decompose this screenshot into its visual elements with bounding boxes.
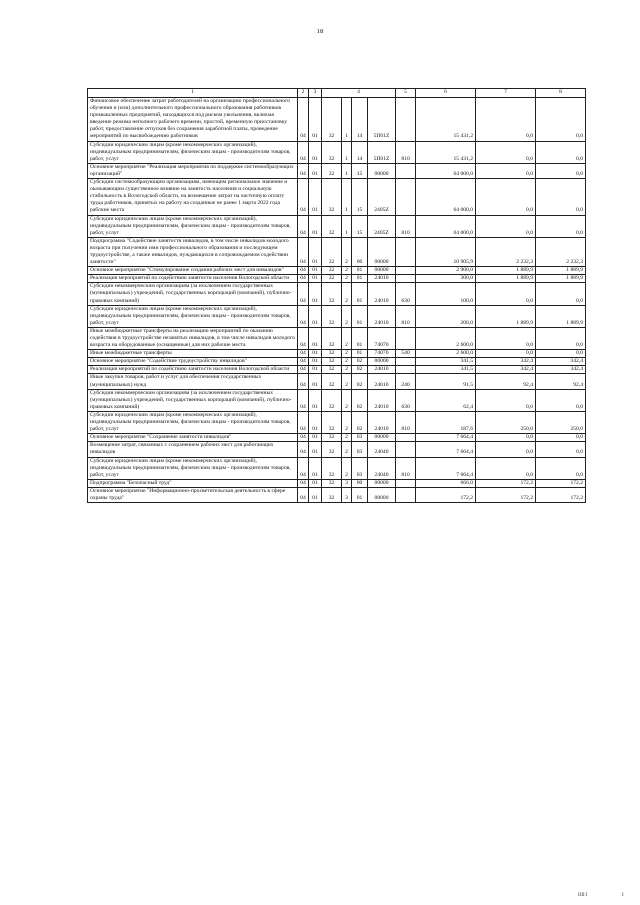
amount-col6: 15 431,2 bbox=[416, 98, 476, 142]
section-code: 04 bbox=[298, 358, 309, 366]
direction-code: 24010 bbox=[368, 283, 396, 305]
row-name: Основное мероприятие "Сохранение занятости инвалидов" bbox=[88, 434, 298, 442]
expense-type-code: 240 bbox=[396, 374, 416, 389]
program-code: 32 bbox=[322, 479, 342, 487]
event-code: 01 bbox=[352, 275, 368, 283]
subprogram-code: 3 bbox=[342, 487, 352, 502]
event-code: 01 bbox=[352, 283, 368, 305]
expense-type-code: 630 bbox=[396, 283, 416, 305]
section-code: 04 bbox=[298, 163, 309, 178]
amount-col8: 250,0 bbox=[536, 411, 586, 433]
event-code: 03 bbox=[352, 434, 368, 442]
direction-code: 00000 bbox=[368, 358, 396, 366]
table-row bbox=[88, 389, 586, 411]
program-code: 32 bbox=[322, 434, 342, 442]
table-row bbox=[88, 267, 586, 275]
event-code: 02 bbox=[352, 389, 368, 411]
expense-type-code bbox=[396, 442, 416, 457]
expense-type-code bbox=[396, 275, 416, 283]
section-code: 04 bbox=[298, 366, 309, 374]
row-name: Субсидии некоммерческим организациям (за исключением государственных (муниципальных) учреждений, государственных корпораций (компаний), публично-правовых компаний) bbox=[88, 283, 298, 305]
row-name: Основное мероприятие "Содействие трудоустройству инвалидов" bbox=[88, 358, 298, 366]
amount-col7: 342,4 bbox=[476, 366, 536, 374]
amount-col8: 0,0 bbox=[536, 457, 586, 479]
row-name: Субсидии юридическим лицам (кроме некоммерческих организаций), индивидуальным предпринимателям, физическим лицам - производителям товаров, работ, услуг bbox=[88, 411, 298, 433]
row-name: Субсидии юридическим лицам (кроме некоммерческих организаций), индивидуальным предпринимателям, физическим лицам - производителям товаров, работ, услуг bbox=[88, 457, 298, 479]
event-code: 00 bbox=[352, 237, 368, 266]
event-code: 02 bbox=[352, 411, 368, 433]
header-cell: 4 bbox=[322, 89, 396, 98]
expense-type-code bbox=[396, 366, 416, 374]
header-cell: 1 bbox=[88, 89, 298, 98]
amount-col7: 0,0 bbox=[476, 141, 536, 163]
row-name: Субсидии юридическим лицам (кроме некоммерческих организаций), индивидуальным предпринимателям, физическим лицам - производителям товаров, работ, услуг bbox=[88, 141, 298, 163]
program-code: 32 bbox=[322, 98, 342, 142]
amount-col8: 0,0 bbox=[536, 163, 586, 178]
program-code: 32 bbox=[322, 275, 342, 283]
row-name: Реализация мероприятий по содействию занятости населения Вологодской области bbox=[88, 366, 298, 374]
expense-type-code bbox=[396, 179, 416, 215]
subprogram-code: 2 bbox=[342, 434, 352, 442]
amount-col7: 0,0 bbox=[476, 457, 536, 479]
amount-col7: 0,0 bbox=[476, 283, 536, 305]
program-code: 32 bbox=[322, 179, 342, 215]
subprogram-code: 1 bbox=[342, 141, 352, 163]
amount-col6: 64 000,0 bbox=[416, 179, 476, 215]
subprogram-code: 1 bbox=[342, 215, 352, 237]
subsection-code: 01 bbox=[309, 479, 322, 487]
expense-type-code bbox=[396, 237, 416, 266]
program-code: 32 bbox=[322, 358, 342, 366]
subprogram-code: 2 bbox=[342, 358, 352, 366]
event-code: 15 bbox=[352, 179, 368, 215]
event-code: 14 bbox=[352, 141, 368, 163]
section-code: 04 bbox=[298, 283, 309, 305]
table-row bbox=[88, 366, 586, 374]
amount-col8: 0,0 bbox=[536, 350, 586, 358]
amount-col6: 91,5 bbox=[416, 374, 476, 389]
program-code: 32 bbox=[322, 215, 342, 237]
expense-type-code bbox=[396, 327, 416, 349]
direction-code: 24040 bbox=[368, 457, 396, 479]
amount-col6: 2 600,0 bbox=[416, 350, 476, 358]
program-code: 32 bbox=[322, 411, 342, 433]
program-code: 32 bbox=[322, 305, 342, 327]
subprogram-code: 2 bbox=[342, 350, 352, 358]
row-name: Основное мероприятие "Информационно-просветительская деятельность в сфере охраны труда" bbox=[88, 487, 298, 502]
program-code: 32 bbox=[322, 366, 342, 374]
amount-col8: 0,0 bbox=[536, 283, 586, 305]
direction-code: 24010 bbox=[368, 411, 396, 433]
table-row bbox=[88, 442, 586, 457]
amount-col8: 0,0 bbox=[536, 215, 586, 237]
direction-code: 00000 bbox=[368, 479, 396, 487]
subsection-code: 01 bbox=[309, 179, 322, 215]
amount-col7: 92,4 bbox=[476, 374, 536, 389]
section-code: 04 bbox=[298, 479, 309, 487]
direction-code: 5П01Z bbox=[368, 98, 396, 142]
event-code: 01 bbox=[352, 327, 368, 349]
amount-col6: 7 664,4 bbox=[416, 434, 476, 442]
expense-type-code bbox=[396, 358, 416, 366]
header-cell: 6 bbox=[416, 89, 476, 98]
subsection-code: 01 bbox=[309, 141, 322, 163]
direction-code: 00000 bbox=[368, 237, 396, 266]
subprogram-code: 2 bbox=[342, 411, 352, 433]
direction-code: 24040 bbox=[368, 442, 396, 457]
subprogram-code: 2 bbox=[342, 267, 352, 275]
event-code: 01 bbox=[352, 305, 368, 327]
amount-col6: 300,0 bbox=[416, 275, 476, 283]
subsection-code: 01 bbox=[309, 374, 322, 389]
table-row bbox=[88, 350, 586, 358]
subprogram-code: 1 bbox=[342, 98, 352, 142]
subprogram-code: 2 bbox=[342, 283, 352, 305]
amount-col6: 62,4 bbox=[416, 389, 476, 411]
table-row bbox=[88, 163, 586, 178]
subprogram-code: 1 bbox=[342, 163, 352, 178]
amount-col6: 341,5 bbox=[416, 358, 476, 366]
table-row bbox=[88, 358, 586, 366]
amount-col7: 0,0 bbox=[476, 215, 536, 237]
section-code: 04 bbox=[298, 457, 309, 479]
amount-col7: 1 889,9 bbox=[476, 305, 536, 327]
amount-col8: 172,2 bbox=[536, 487, 586, 502]
table-row bbox=[88, 305, 586, 327]
section-code: 04 bbox=[298, 374, 309, 389]
amount-col8: 0,0 bbox=[536, 179, 586, 215]
expense-type-code: 810 bbox=[396, 141, 416, 163]
expense-type-code: 810 bbox=[396, 305, 416, 327]
expense-type-code: 810 bbox=[396, 215, 416, 237]
table-row bbox=[88, 179, 586, 215]
amount-col6: 200,0 bbox=[416, 305, 476, 327]
section-code: 04 bbox=[298, 434, 309, 442]
subsection-code: 01 bbox=[309, 305, 322, 327]
section-code: 04 bbox=[298, 327, 309, 349]
amount-col6: 172,2 bbox=[416, 487, 476, 502]
program-code: 32 bbox=[322, 327, 342, 349]
row-name: Субсидии юридическим лицам (кроме некоммерческих организаций), индивидуальным предпринимателям, физическим лицам - производителям товаров, работ, услуг bbox=[88, 305, 298, 327]
amount-col7: 0,0 bbox=[476, 179, 536, 215]
subprogram-code: 3 bbox=[342, 479, 352, 487]
expense-type-code bbox=[396, 267, 416, 275]
direction-code: 24010 bbox=[368, 374, 396, 389]
table-row bbox=[88, 237, 586, 266]
row-name: Иные закупки товаров, работ и услуг для обеспечения государственных (муниципальных) нужд bbox=[88, 374, 298, 389]
event-code: 03 bbox=[352, 442, 368, 457]
table-row bbox=[88, 479, 586, 487]
direction-code: 00000 bbox=[368, 267, 396, 275]
expense-type-code: 630 bbox=[396, 389, 416, 411]
header-cell: 2 bbox=[298, 89, 309, 98]
amount-col7: 0,0 bbox=[476, 98, 536, 142]
amount-col8: 342,4 bbox=[536, 358, 586, 366]
row-name: Субсидии некоммерческим организациям (за исключением государственных (муниципальных) учреждений, государственных корпораций (компаний), публично-правовых компаний) bbox=[88, 389, 298, 411]
amount-col8: 2 232,3 bbox=[536, 237, 586, 266]
budget-table bbox=[87, 88, 586, 503]
subsection-code: 01 bbox=[309, 275, 322, 283]
amount-col8: 0,0 bbox=[536, 389, 586, 411]
direction-code: 00000 bbox=[368, 434, 396, 442]
subsection-code: 01 bbox=[309, 350, 322, 358]
table-row bbox=[88, 283, 586, 305]
amount-col8: 0,0 bbox=[536, 98, 586, 142]
event-code: 01 bbox=[352, 487, 368, 502]
subprogram-code: 2 bbox=[342, 237, 352, 266]
amount-col7: 0,0 bbox=[476, 327, 536, 349]
amount-col6: 187,6 bbox=[416, 411, 476, 433]
row-name: Финансовое обеспечение затрат работодателей на организацию профессионального обучения и (или) дополнительного профессионального образования работников промышленных предприятий, находящихся под риском увольнения, включая введение режима неполного рабочего времени, простой, временную приостановку работ, предоставление отпусков без сохранения заработной платы, проведение мероприятий по высвобождению работников bbox=[88, 98, 298, 142]
expense-type-code bbox=[396, 479, 416, 487]
subprogram-code: 2 bbox=[342, 305, 352, 327]
direction-code: 24010 bbox=[368, 366, 396, 374]
amount-col8: 0,0 bbox=[536, 434, 586, 442]
table-row bbox=[88, 434, 586, 442]
amount-col6: 341,5 bbox=[416, 366, 476, 374]
table-row bbox=[88, 275, 586, 283]
amount-col8: 0,0 bbox=[536, 327, 586, 349]
header-cell: 5 bbox=[396, 89, 416, 98]
footer-mark: I bbox=[622, 893, 624, 898]
section-code: 04 bbox=[298, 179, 309, 215]
table-row bbox=[88, 487, 586, 502]
subprogram-code: 2 bbox=[342, 366, 352, 374]
subsection-code: 01 bbox=[309, 457, 322, 479]
row-name: Субсидии системообразующим организациям, имеющим региональное значение и оказывающим существенное влияние на занятость населения и социальную стабильность в Вологодской области, на возмещение затрат на частичную оплату труда работников, принятых на работу на созданные не ранее 1 марта 2022 года рабочие места bbox=[88, 179, 298, 215]
direction-code: 74070 bbox=[368, 327, 396, 349]
amount-col6: 666,0 bbox=[416, 479, 476, 487]
row-name: Иные межбюджетные трансферты на реализацию мероприятий по оказанию содействия в трудоустройстве незанятых инвалидов, в том числе инвалидов молодого возраста на оборудованные (оснащенные) для них рабочие места bbox=[88, 327, 298, 349]
subprogram-code: 2 bbox=[342, 389, 352, 411]
subsection-code: 01 bbox=[309, 163, 322, 178]
subsection-code: 01 bbox=[309, 267, 322, 275]
row-name: Основное мероприятие "Реализация мероприятия по поддержке системообразующих организаций" bbox=[88, 163, 298, 178]
row-name: Субсидии юридическим лицам (кроме некоммерческих организаций), индивидуальным предпринимателям, физическим лицам - производителям товаров, работ, услуг bbox=[88, 215, 298, 237]
subsection-code: 01 bbox=[309, 442, 322, 457]
program-code: 32 bbox=[322, 457, 342, 479]
event-code: 01 bbox=[352, 267, 368, 275]
subsection-code: 01 bbox=[309, 434, 322, 442]
event-code: 14 bbox=[352, 98, 368, 142]
amount-col6: 100,0 bbox=[416, 283, 476, 305]
amount-col8: 342,4 bbox=[536, 366, 586, 374]
amount-col7: 250,0 bbox=[476, 411, 536, 433]
amount-col8: 0,0 bbox=[536, 141, 586, 163]
amount-col6: 15 431,2 bbox=[416, 141, 476, 163]
section-code: 04 bbox=[298, 275, 309, 283]
expense-type-code bbox=[396, 434, 416, 442]
row-name: Реализация мероприятий по содействию занятости населения Вологодской области bbox=[88, 275, 298, 283]
section-code: 04 bbox=[298, 267, 309, 275]
program-code: 32 bbox=[322, 374, 342, 389]
subprogram-code: 2 bbox=[342, 374, 352, 389]
amount-col6: 2 900,0 bbox=[416, 267, 476, 275]
event-code: 15 bbox=[352, 215, 368, 237]
amount-col7: 1 889,9 bbox=[476, 275, 536, 283]
section-code: 04 bbox=[298, 237, 309, 266]
section-code: 04 bbox=[298, 305, 309, 327]
table-row bbox=[88, 457, 586, 479]
subsection-code: 01 bbox=[309, 411, 322, 433]
subsection-code: 01 bbox=[309, 237, 322, 266]
row-name: Иные межбюджетные трансферты bbox=[88, 350, 298, 358]
amount-col6: 64 000,0 bbox=[416, 163, 476, 178]
program-code: 32 bbox=[322, 163, 342, 178]
direction-code: 24010 bbox=[368, 389, 396, 411]
section-code: 04 bbox=[298, 411, 309, 433]
amount-col7: 0,0 bbox=[476, 350, 536, 358]
amount-col6: 7 664,4 bbox=[416, 457, 476, 479]
direction-code: 00000 bbox=[368, 487, 396, 502]
direction-code: 24010 bbox=[368, 305, 396, 327]
section-code: 04 bbox=[298, 98, 309, 142]
subsection-code: 01 bbox=[309, 487, 322, 502]
expense-type-code bbox=[396, 98, 416, 142]
event-code: 00 bbox=[352, 479, 368, 487]
amount-col7: 172,2 bbox=[476, 487, 536, 502]
amount-col8: 172,2 bbox=[536, 479, 586, 487]
amount-col7: 0,0 bbox=[476, 163, 536, 178]
direction-code: 74070 bbox=[368, 350, 396, 358]
direction-code: 00000 bbox=[368, 163, 396, 178]
expense-type-code: 540 bbox=[396, 350, 416, 358]
table-row bbox=[88, 327, 586, 349]
table-row bbox=[88, 411, 586, 433]
row-name: Возмещение затрат, связанных с сохранением рабочих мест для работающих инвалидов bbox=[88, 442, 298, 457]
program-code: 32 bbox=[322, 267, 342, 275]
subsection-code: 01 bbox=[309, 327, 322, 349]
row-name: Основное мероприятие "Стимулирование создания рабочих мест для инвалидов" bbox=[88, 267, 298, 275]
amount-col7: 0,0 bbox=[476, 434, 536, 442]
amount-col8: 0,0 bbox=[536, 442, 586, 457]
table-row bbox=[88, 215, 586, 237]
subsection-code: 01 bbox=[309, 389, 322, 411]
footer-code: IIII I bbox=[578, 893, 588, 898]
event-code: 02 bbox=[352, 374, 368, 389]
program-code: 32 bbox=[322, 389, 342, 411]
program-code: 32 bbox=[322, 487, 342, 502]
program-code: 32 bbox=[322, 350, 342, 358]
direction-code: 24010 bbox=[368, 275, 396, 283]
header-cell: 3 bbox=[309, 89, 322, 98]
event-code: 02 bbox=[352, 366, 368, 374]
row-name: Подпрограмма "Безопасный труд" bbox=[88, 479, 298, 487]
amount-col7: 342,4 bbox=[476, 358, 536, 366]
event-code: 03 bbox=[352, 457, 368, 479]
amount-col8: 92,4 bbox=[536, 374, 586, 389]
amount-col6: 10 905,9 bbox=[416, 237, 476, 266]
expense-type-code bbox=[396, 487, 416, 502]
direction-code: 2405Z bbox=[368, 215, 396, 237]
event-code: 02 bbox=[352, 358, 368, 366]
subsection-code: 01 bbox=[309, 215, 322, 237]
expense-type-code bbox=[396, 163, 416, 178]
page-number: 18 bbox=[316, 28, 324, 35]
subprogram-code: 2 bbox=[342, 457, 352, 479]
amount-col7: 1 889,9 bbox=[476, 267, 536, 275]
program-code: 32 bbox=[322, 283, 342, 305]
amount-col7: 0,0 bbox=[476, 389, 536, 411]
section-code: 04 bbox=[298, 442, 309, 457]
amount-col8: 1 889,9 bbox=[536, 305, 586, 327]
subsection-code: 01 bbox=[309, 358, 322, 366]
amount-col6: 2 600,0 bbox=[416, 327, 476, 349]
program-code: 32 bbox=[322, 442, 342, 457]
event-code: 01 bbox=[352, 350, 368, 358]
subprogram-code: 1 bbox=[342, 179, 352, 215]
program-code: 32 bbox=[322, 141, 342, 163]
amount-col7: 0,0 bbox=[476, 442, 536, 457]
table-row bbox=[88, 141, 586, 163]
subsection-code: 01 bbox=[309, 366, 322, 374]
direction-code: 5П01Z bbox=[368, 141, 396, 163]
expense-type-code: 810 bbox=[396, 411, 416, 433]
amount-col8: 1 889,9 bbox=[536, 275, 586, 283]
amount-col8: 1 889,9 bbox=[536, 267, 586, 275]
section-code: 04 bbox=[298, 487, 309, 502]
section-code: 04 bbox=[298, 350, 309, 358]
row-name: Подпрограмма "Содействие занятости инвалидов, в том числе инвалидов молодого возраста при получении ими профессионального образования и последующем трудоустройстве, а также инвалидов, нуждающихся в сопровождаемом содействии занятости" bbox=[88, 237, 298, 266]
header-cell: 8 bbox=[536, 89, 586, 98]
subprogram-code: 2 bbox=[342, 442, 352, 457]
expense-type-code: 810 bbox=[396, 457, 416, 479]
section-code: 04 bbox=[298, 215, 309, 237]
subprogram-code: 2 bbox=[342, 327, 352, 349]
table-row bbox=[88, 374, 586, 389]
table-header-row bbox=[88, 89, 586, 98]
amount-col7: 2 232,3 bbox=[476, 237, 536, 266]
table-row bbox=[88, 98, 586, 142]
amount-col6: 64 000,0 bbox=[416, 215, 476, 237]
direction-code: 2405Z bbox=[368, 179, 396, 215]
amount-col7: 172,2 bbox=[476, 479, 536, 487]
subprogram-code: 2 bbox=[342, 275, 352, 283]
section-code: 04 bbox=[298, 389, 309, 411]
section-code: 04 bbox=[298, 141, 309, 163]
header-cell: 7 bbox=[476, 89, 536, 98]
amount-col6: 7 664,4 bbox=[416, 442, 476, 457]
event-code: 15 bbox=[352, 163, 368, 178]
program-code: 32 bbox=[322, 237, 342, 266]
subsection-code: 01 bbox=[309, 98, 322, 142]
subsection-code: 01 bbox=[309, 283, 322, 305]
